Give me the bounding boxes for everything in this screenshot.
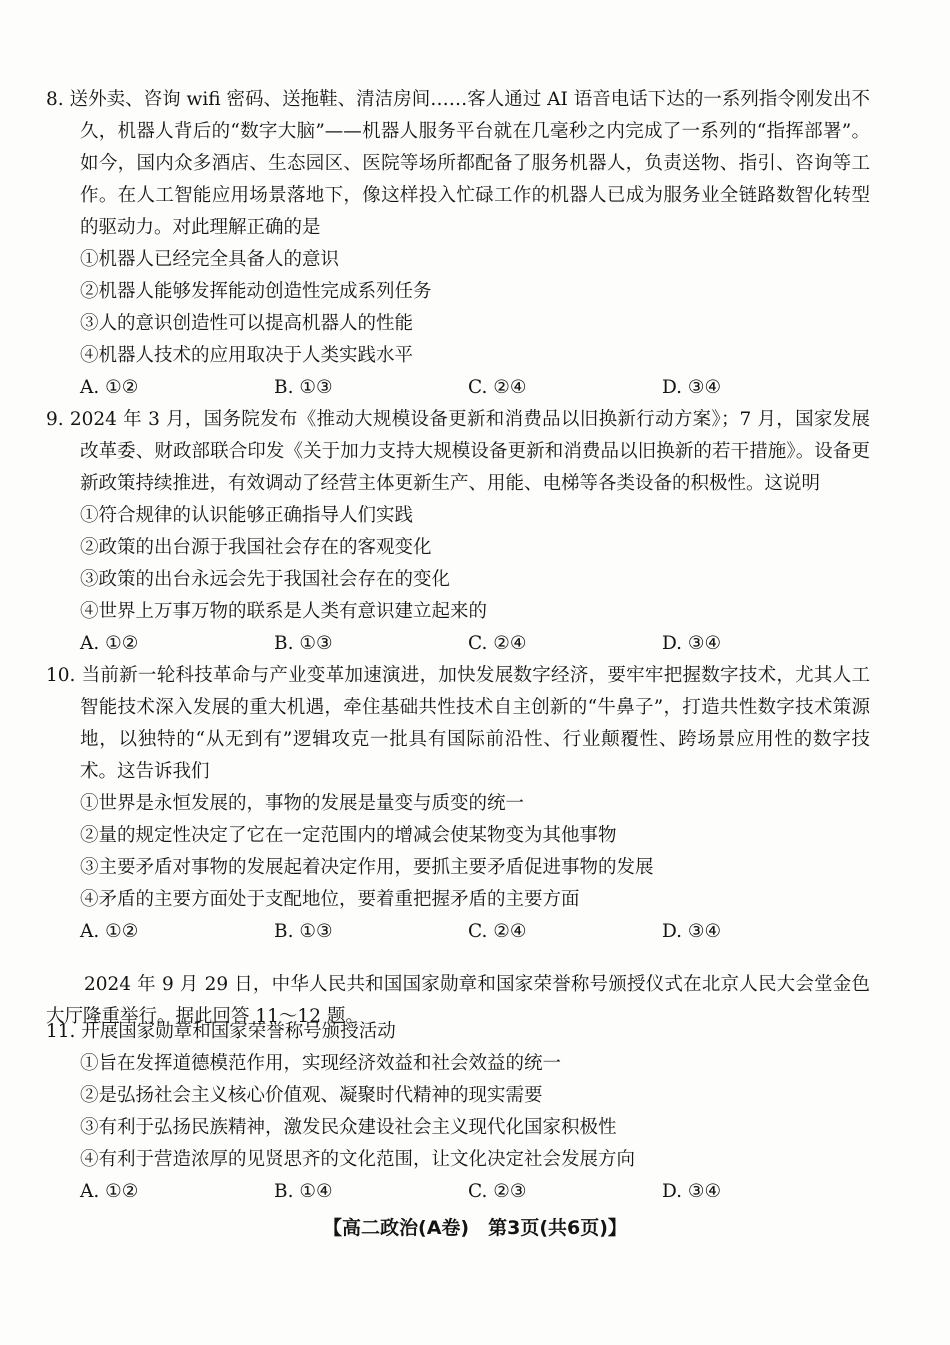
question-10-stem: 10. 当前新一轮科技革命与产业变革加速演进，加快发展数字经济，要牢牢把握数字技术，尤其人工智能技术深入发展的重大机遇，牵住基础共性技术自主创新的“牛鼻子”，打造共性数字技术策源地，以独特的“从无到有”逻辑攻克一批具有国际前沿性、行业颠覆性、跨场景应用性的数字技术。这告诉我们 bbox=[46, 665, 870, 782]
question-9 bbox=[46, 404, 870, 660]
question-8-item: ②机器人能够发挥能动创造性完成系列任务 bbox=[80, 281, 432, 302]
choice-a[interactable]: A. ①② bbox=[80, 921, 139, 942]
choice-b[interactable]: B. ①③ bbox=[274, 921, 333, 942]
choice-a[interactable]: A. ①② bbox=[80, 1181, 139, 1202]
choice-b[interactable]: B. ①④ bbox=[274, 1181, 333, 1202]
question-8-item: ③人的意识创造性可以提高机器人的性能 bbox=[80, 313, 414, 334]
material-text: 2024 年 9 月 29 日，中华人民共和国国家勋章和国家荣誉称号颁授仪式在北京人民大会堂金色大厅隆重举行。据此回答 11～12 题。 bbox=[46, 973, 870, 1027]
choice-b[interactable]: B. ①③ bbox=[274, 377, 333, 398]
choice-d[interactable]: D. ③④ bbox=[662, 633, 722, 654]
page-footer: 【高二政治(A卷) 第3页(共6页)】 bbox=[323, 1217, 627, 1239]
question-10-choices bbox=[46, 916, 870, 948]
question-8-item: ④机器人技术的应用取决于人类实践水平 bbox=[80, 345, 414, 366]
question-9-item: ③政策的出台永远会先于我国社会存在的变化 bbox=[80, 569, 451, 590]
question-11-choices bbox=[46, 1176, 870, 1208]
question-8-choices bbox=[46, 372, 870, 404]
choice-c[interactable]: C. ②④ bbox=[468, 633, 527, 654]
question-8-item: ①机器人已经完全具备人的意识 bbox=[80, 249, 340, 270]
question-10-item: ①世界是永恒发展的，事物的发展是量变与质变的统一 bbox=[80, 793, 525, 814]
question-9-choices bbox=[46, 628, 870, 660]
question-8-stem: 8. 送外卖、咨询 wifi 密码、送拖鞋、清洁房间……客人通过 AI 语音电话下达的一系列指令刚发出不久，机器人背后的“数字大脑”——机器人服务平台就在几毫秒之内完成了一系列的“指挥部署”。如今，国内众多酒店、生态园区、医院等场所都配备了服务机器人，负责送物、指引、咨询等工作。在人工智能应用场景落地下，像这样投入忙碌工作的机器人已成为服务业全链路数智化转型的驱动力。对此理解正确的是 bbox=[46, 89, 870, 238]
choice-d[interactable]: D. ③④ bbox=[662, 377, 722, 398]
question-11-item: ④有利于营造浓厚的见贤思齐的文化范围，让文化决定社会发展方向 bbox=[80, 1149, 636, 1170]
question-11-stem: 11. 开展国家勋章和国家荣誉称号颁授活动 bbox=[46, 1021, 396, 1042]
choice-a[interactable]: A. ①② bbox=[80, 633, 139, 654]
question-11-item: ①旨在发挥道德模范作用，实现经济效益和社会效益的统一 bbox=[80, 1053, 562, 1074]
choice-a[interactable]: A. ①② bbox=[80, 377, 139, 398]
question-8 bbox=[46, 84, 870, 404]
choice-d[interactable]: D. ③④ bbox=[662, 1181, 722, 1202]
question-9-item: ①符合规律的认识能够正确指导人们实践 bbox=[80, 505, 414, 526]
question-11-item: ③有利于弘扬民族精神，激发民众建设社会主义现代化国家积极性 bbox=[80, 1117, 617, 1138]
question-9-item: ②政策的出台源于我国社会存在的客观变化 bbox=[80, 537, 432, 558]
choice-c[interactable]: C. ②④ bbox=[468, 377, 527, 398]
question-11 bbox=[46, 1016, 870, 1208]
choice-d[interactable]: D. ③④ bbox=[662, 921, 722, 942]
question-11-item: ②是弘扬社会主义核心价值观、凝聚时代精神的现实需要 bbox=[80, 1085, 543, 1106]
question-9-stem: 9. 2024 年 3 月，国务院发布《推动大规模设备更新和消费品以旧换新行动方案》；7 月，国家发展改革委、财政部联合印发《关于加力支持大规模设备更新和消费品以旧换新的若干措施》。设备更新政策持续推进，有效调动了经营主体更新生产、用能、电梯等各类设备的积极性。这说明 bbox=[46, 409, 870, 494]
question-9-item: ④世界上万事万物的联系是人类有意识建立起来的 bbox=[80, 601, 488, 622]
choice-b[interactable]: B. ①③ bbox=[274, 633, 333, 654]
choice-c[interactable]: C. ②③ bbox=[468, 1181, 527, 1202]
question-10-item: ③主要矛盾对事物的发展起着决定作用，要抓主要矛盾促进事物的发展 bbox=[80, 857, 654, 878]
question-10-item: ②量的规定性决定了它在一定范围内的增减会使某物变为其他事物 bbox=[80, 825, 617, 846]
question-10-item: ④矛盾的主要方面处于支配地位，要着重把握矛盾的主要方面 bbox=[80, 889, 580, 910]
question-10 bbox=[46, 660, 870, 948]
choice-c[interactable]: C. ②④ bbox=[468, 921, 527, 942]
